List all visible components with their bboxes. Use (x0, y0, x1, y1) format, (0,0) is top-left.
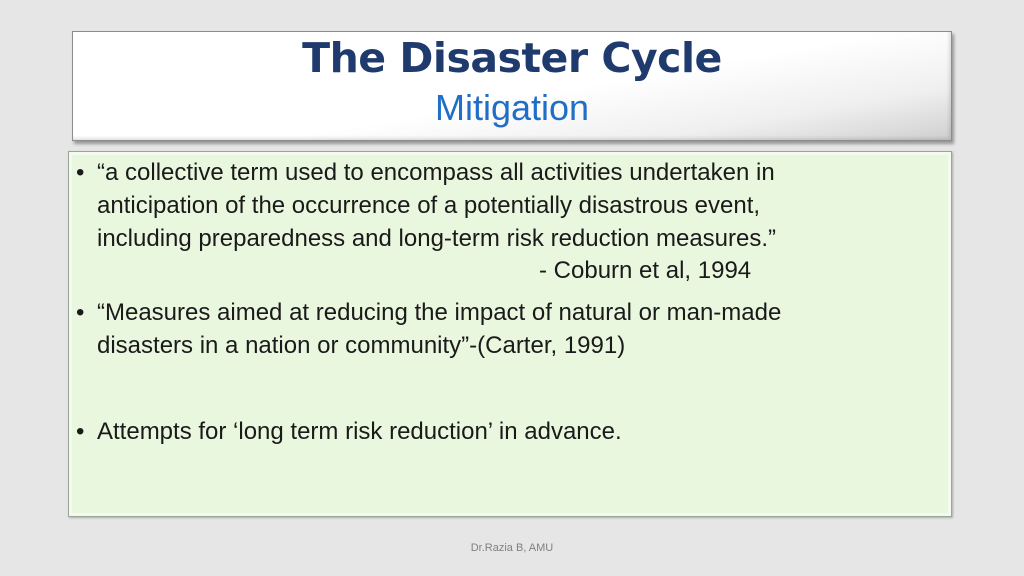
bullet-line: including preparedness and long-term risk reduction measures.” (97, 225, 777, 252)
bullet-icon: • (76, 418, 85, 445)
footer-author: Dr.Razia B, AMU (470, 542, 554, 554)
bullet-text (97, 156, 917, 255)
slide-subtitle: Mitigation (434, 87, 590, 128)
bullet-line: “a collective term used to encompass all activities undertaken in (97, 159, 775, 186)
bullet-text (97, 415, 917, 448)
bullet-line: “Measures aimed at reducing the impact of natural or man-made (97, 299, 782, 326)
bullet-icon: • (76, 159, 85, 186)
bullet-line: disasters in a nation or community”-(Carter, 1991) (97, 332, 626, 359)
bullet-text (97, 296, 917, 362)
slide-title: The Disaster Cycle (302, 34, 722, 82)
citation: - Coburn et al, 1994 (539, 257, 752, 284)
bullet-line: anticipation of the occurrence of a potentially disastrous event, (97, 192, 761, 219)
bullet-icon: • (76, 299, 85, 326)
bullet-line: Attempts for ‘long term risk reduction’ in advance. (97, 418, 622, 445)
